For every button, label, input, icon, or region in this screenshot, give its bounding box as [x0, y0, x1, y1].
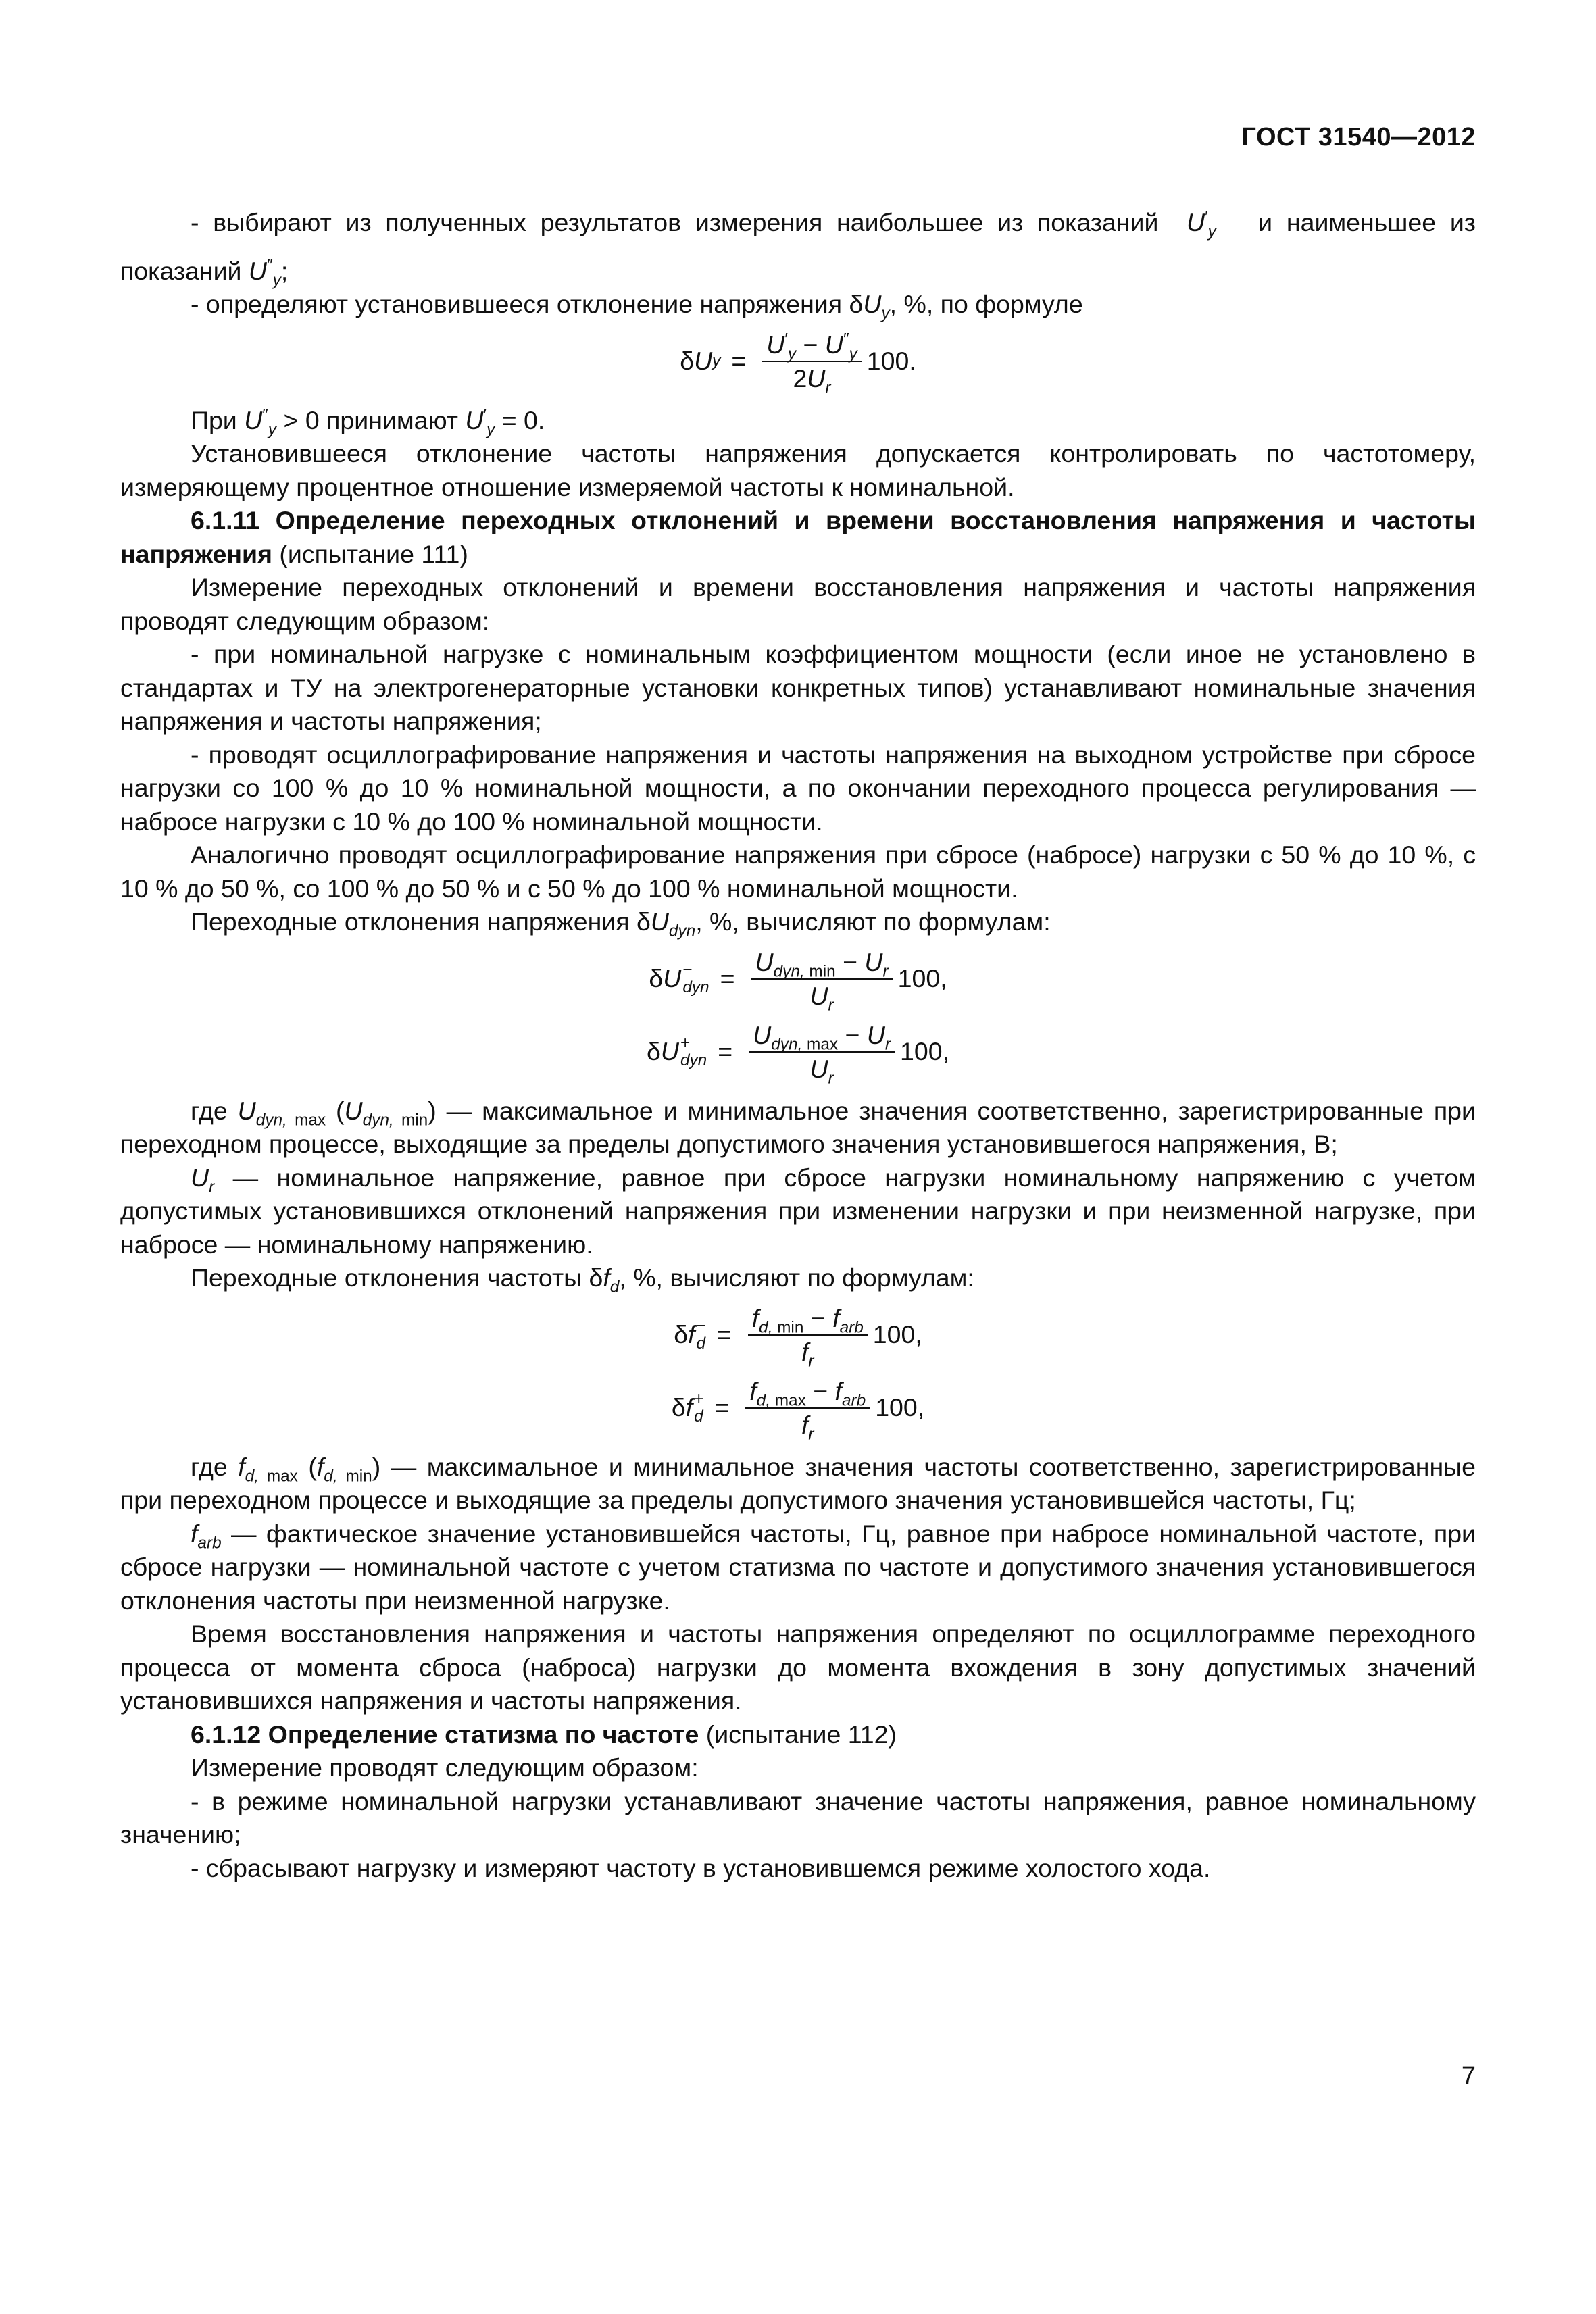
formula-delta-fd-plus: δ f + d = $\frac{f_{d, max} - f_{arb}}{f_r}$ 100 , — [671, 1376, 925, 1443]
paragraph: При $U''_y > 0$ принимают $U'_y = 0$. — [191, 405, 545, 438]
paragraph: где $f_{d, max}$ $(f_{d, min})$ — максимальное и минимальное значения частоты соответственно, зарегистрированные при переходном процессе и выходящие за пределы допустимого значения установившейся частоты, Гц; — [120, 1452, 1476, 1514]
paragraph: - определяют установившееся отклонение напряжения $\delta U_y$, %, по формуле — [191, 290, 1083, 323]
paragraph: Установившееся отклонение частоты напряжения допускается контролировать по частотомеру, измеряющему процентное отношение измеряемой частоты к номинальной. — [120, 439, 1476, 501]
paragraph: где $U_{dyn, max}$ $(U_{dyn, min})$ — максимальное и минимальное значения соответственно, зарегистрированные при переходном процессе, выходящие за пределы допустимого значения установившегося напряжения, В; — [120, 1096, 1476, 1158]
formula-delta-udyn-plus: δ U + dyn = $\frac{U_{dyn, max} - U_r}{U_r}$ 100 , — [646, 1020, 950, 1087]
paragraph: Измерение проводят следующим образом: — [191, 1753, 699, 1782]
paragraph: Переходные отклонения частоты $\delta f_d$, %, вычисляют по формулам: — [191, 1263, 974, 1297]
paragraph: Время восстановления напряжения и частоты напряжения определяют по осциллограмме переходного процесса от момента сброса (наброса) нагрузки до момента вхождения в зону допустимых значений установившихся напряжения и частоты напряжения. — [120, 1619, 1476, 1715]
section-heading-6-1-12: 6.1.12 Определение статизма по частоте (испытание 112) — [191, 1719, 897, 1749]
doc-code-header: ГОСТ 31540—2012 — [1241, 123, 1476, 151]
paragraph: Измерение переходных отклонений и времени восстановления напряжения и частоты напряжения проводят следующим образом: — [120, 573, 1476, 635]
document-body — [120, 206, 1476, 1885]
paragraph: $U_r$ — номинальное напряжение, равное при сбросе нагрузки номинальному напряжению с учетом допустимых установившихся отклонений напряжения при изменении нагрузки и при неизменной нагрузке, при набросе — номинальному напряжению. — [120, 1163, 1476, 1259]
paragraph: $f_{arb}$ — фактическое значение установившейся частоты, Гц, равное при набросе номинальной частоте, при сбросе нагрузки — номинальной частоте с учетом статизма по частоте и допустимого значения установившегося отклонения частоты при неизменной нагрузке. — [120, 1519, 1476, 1615]
paragraph: показаний $U''_y$; — [120, 256, 289, 289]
paragraph: Переходные отклонения напряжения $\delta U_{dyn}$, %, вычисляют по формулам: — [191, 907, 1051, 940]
paragraph: - в режиме номинальной нагрузки устанавливают значение частоты напряжения, равное номинальному значению; — [120, 1786, 1476, 1848]
formula-delta-fd-minus: δ f − d = $\frac{f_{d, min} - f_{arb}}{f_r}$ 100 , — [674, 1303, 922, 1370]
paragraph: Аналогично проводят осциллографирование напряжения при сбросе (набросе) нагрузки с 50 % до 10 %, с 10 % до 50 %, со 100 % до 50 % и с 50 % до 100 % номинальной мощности. — [120, 840, 1476, 903]
formula-delta-udyn-minus: δ U − dyn = $\frac{U_{dyn, min} - U_r}{U_r}$ 100 , — [649, 947, 947, 1014]
paragraph: - при номинальной нагрузке с номинальным коэффициентом мощности (если иное не установлено в стандартах и ТУ на электрогенераторные установки конкретных типов) устанавливают номинальные значения напряжения и частоты напряжения; — [120, 640, 1476, 735]
formula-delta-uy: δ U y = $\frac{U'_y - U''_y}{2U_r}$ 100 . — [680, 330, 916, 397]
paragraph: - сбрасывают нагрузку и измеряют частоту в установившемся режиме холостого хода. — [191, 1853, 1211, 1882]
paragraph: - проводят осциллографирование напряжения и частоты напряжения на выходном устройстве при сбросе нагрузки со 100 % до 10 % номинальной мощности, а по окончании переходного процесса регулирования — набросе нагрузки с 10 % до 100 % номинальной мощности. — [120, 740, 1476, 836]
paragraph: - выбирают из полученных результатов измерения наибольшее из показаний $U'_y$ и наименьшее из — [191, 207, 1476, 241]
page-number: 7 — [1461, 2062, 1476, 2090]
section-heading-6-1-11: 6.1.11 Определение переходных отклонений и времени восстановления напряжения и частоты напряжения (испытание 111) — [120, 506, 1476, 568]
